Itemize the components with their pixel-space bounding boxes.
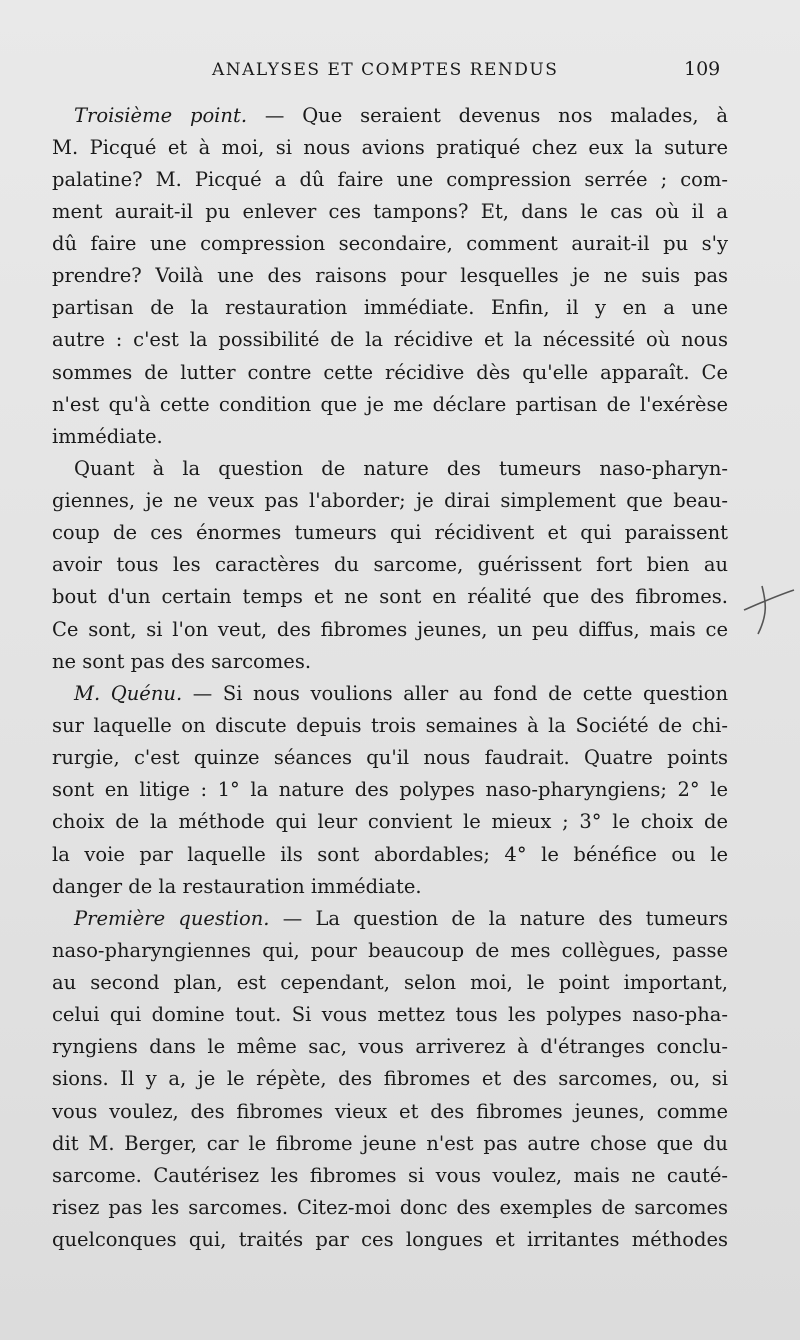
text-line: Ce sont, si l'on veut, des fibromes jeunes, un peu diffus, mais ce: [52, 618, 728, 641]
handwritten-cross-mark: [736, 580, 796, 640]
text-line: giennes, je ne veux pas l'aborder; je dirai simplement que beau-: [52, 489, 728, 512]
text-line: ryngiens dans le même sac, vous arriverez à d'étranges conclu-: [52, 1035, 728, 1058]
text-line: n'est qu'à cette condition que je me déclare partisan de l'exérèse: [52, 393, 728, 416]
text-line: sarcome. Cautérisez les fibromes si vous voulez, mais ne cauté-: [52, 1164, 728, 1187]
text-line: coup de ces énormes tumeurs qui récidivent et qui paraissent: [52, 521, 728, 544]
text-line: ne sont pas des sarcomes.: [52, 650, 312, 673]
text-line: sont en litige : 1° la nature des polypes naso-pharyngiens; 2° le: [52, 778, 728, 801]
text-line: partisan de la restauration immédiate. Enfin, il y en a une: [52, 296, 728, 319]
text-line: palatine? M. Picqué a dû faire une compression serrée ; com-: [52, 168, 728, 191]
text-line: ment aurait-il pu enlever ces tampons? Et, dans le cas où il a: [52, 200, 728, 223]
text-line: dû faire une compression secondaire, comment aurait-il pu s'y: [52, 232, 728, 255]
text-line: au second plan, est cependant, selon moi, le point important,: [52, 971, 728, 994]
text-line: quelconques qui, traités par ces longues et irritantes méthodes: [52, 1228, 728, 1251]
paragraph-lead: Première question.: [74, 907, 270, 930]
text-line: avoir tous les caractères du sarcome, guérissent fort bien au: [52, 553, 728, 576]
text-line: prendre? Voilà une des raisons pour lesquelles je ne suis pas: [52, 264, 728, 287]
text-line: sions. Il y a, je le répète, des fibromes et des sarcomes, ou, si: [52, 1067, 728, 1090]
text-line: danger de la restauration immédiate.: [52, 875, 422, 898]
text-line: sur laquelle on discute depuis trois semaines à la Société de chi-: [52, 714, 728, 737]
text-line: sommes de lutter contre cette récidive dès qu'elle apparaît. Ce: [52, 361, 728, 384]
text-line: Quant à la question de nature des tumeurs naso-pharyn-: [74, 457, 728, 480]
text-line: Première question. — La question de la nature des tumeurs: [74, 907, 729, 930]
text-line: risez pas les sarcomes. Citez-moi donc des exemples de sarcomes: [52, 1196, 728, 1219]
text-line: la voie par laquelle ils sont abordables; 4° le bénéfice ou le: [52, 843, 728, 866]
text-line: M. Quénu. — Si nous voulions aller au fond de cette question: [74, 682, 729, 705]
text-line: rurgie, c'est quinze séances qu'il nous faudrait. Quatre points: [52, 746, 728, 769]
text-line: Troisième point. — Que seraient devenus nos malades, à: [74, 104, 728, 127]
text-line: choix de la méthode qui leur convient le mieux ; 3° le choix de: [52, 810, 728, 833]
text-line: naso-pharyngiennes qui, pour beaucoup de mes collègues, passe: [52, 939, 728, 962]
text-line: celui qui domine tout. Si vous mettez tous les polypes naso-pha-: [52, 1003, 728, 1026]
paragraph-lead: Troisième point.: [74, 104, 248, 127]
text-line: autre : c'est la possibilité de la récidive et la nécessité où nous: [52, 328, 728, 351]
text-line: dit M. Berger, car le fibrome jeune n'est pas autre chose que du: [52, 1132, 728, 1155]
text-line: immédiate.: [52, 425, 163, 448]
running-title: ANALYSES ET COMPTES RENDUS: [212, 60, 559, 80]
text-line: bout d'un certain temps et ne sont en réalité que des fibromes.: [52, 585, 728, 608]
paragraph-lead: M. Quénu.: [74, 682, 183, 705]
page-number: 109: [684, 58, 721, 80]
text-line: M. Picqué et à moi, si nous avions pratiqué chez eux la suture: [52, 136, 728, 159]
running-head: [0, 60, 800, 84]
text-line: vous voulez, des fibromes vieux et des fibromes jeunes, comme: [52, 1100, 728, 1123]
